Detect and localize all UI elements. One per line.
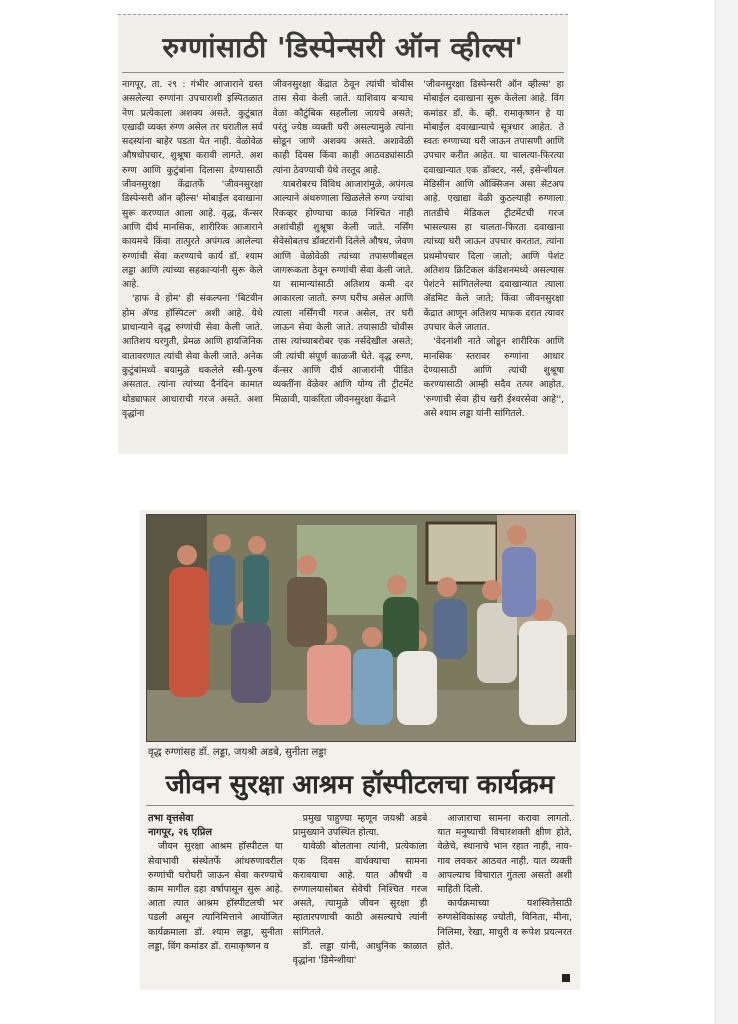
paragraph: प्रमुख पाहुण्या म्हणून जयश्री अडबे प्रामुख्याने उपस्थित होत्या. xyxy=(292,813,428,839)
article-body xyxy=(122,78,564,450)
clipping-cut-line xyxy=(118,14,568,15)
news-clipping-hospital-event xyxy=(140,510,580,990)
page-edge xyxy=(715,0,738,1024)
group-photo xyxy=(146,514,576,742)
group-photo-illustration xyxy=(147,515,575,741)
article-column-3 xyxy=(423,78,564,450)
article-headline: रुग्णांसाठी 'डिस्पेन्सरी ऑन व्हील्स' xyxy=(162,31,524,64)
article-column-2 xyxy=(293,812,428,984)
paragraph: याबरोबरच विविध आजारांमुळे, अपंगत्व आल्याने अंथरुणाला खिळलेले रुग्ण ज्यांचा रिकव्हर होण्याचा काळ निश्चित नाही अशांचीही शुश्रूषा केली जाते. नर्सिंग सेवेसोबतच डॉक्टरांनी दिलेले औषध, जेवण आणि वेळोवेळी त्यांच्या तपासणीबद्दल जागरूकता ठेवून रुग्णांची सेवा केली जाते. या सामान्यांसाठी अतिशय कमी दर आकारला जातो. रुग्ण घरीच असेल आणि त्याला नर्सिंगची गरज असेल, तर घरी जाऊन सेवा केली जाते. तयासाठी चोवीस तास त्यांच्याबरोबर एक नर्सदेखील असते; जी त्यांची संपूर्ण काळजी घेते. वृद्ध रुग्ण, कॅन्सर आणि दीर्घ आजारांनी पीडित व्यक्तींना वेळेवर आणि योग्य ती ट्रीटमेंट मिळावी, याकरिता जीवनसुरक्षा केंद्राने xyxy=(272,179,414,405)
article-column-1 xyxy=(122,78,263,450)
article-column-2 xyxy=(273,78,414,450)
paragraph: जीवन सुरक्षा आश्रम हॉस्पीटल या सेवाभावी संस्थेतर्फे आंथरुणावरील रुग्णांची घरोघरी जाऊन सेवा करण्याचे काम मागील दहा वर्षापासून सुरू आहे. आता त्यात आश्रम हॉस्पीटलची भर पडली असून त्यानिमित्ताने आयोजित कार्यक्रमाला डॉ. श्याम लड्डा, सुनीता लड्डा, विंग कमांडर डॉ. रामाकृष्णन व xyxy=(148,841,283,952)
article-headline: जीवन सुरक्षा आश्रम हॉस्पीटलचा कार्यक्रम xyxy=(165,770,555,800)
photo-caption: वृद्ध रुग्णांसह डॉ. लड्डा, जयश्री अडबे, सुनीता लड्डा xyxy=(148,747,327,758)
article-column-1 xyxy=(148,812,283,984)
headline-rule xyxy=(122,72,564,73)
paragraph: आजाराचा सामना करावा लागतो. यात मनुष्याची विचारशक्ती क्षीण होते, वेळेचे, स्थानाचे भान रहात नाही, नाव-गाव लवकर आठवत नाही. यात व्यक्ती आपल्याच विचारात गुंतला असतो अशी माहिती दिली. xyxy=(437,813,573,896)
paragraph: 'जीवनसुरक्षा डिस्पेन्सरी ऑन व्हील्स' हा मोबाईल दवाखाना सुरू केलेला आहे. विंग कमांडर डॉ. के. व्ही. रामाकृष्णन हे या मोबाईल दवाखान्याचे सूत्रधार आहेत. ते स्वतः रुग्णाच्या घरी जाऊन तपासणी आणि उपचार करीत आहेत. या चालत्या-फिरत्या दवाखान्यात एक डॉक्टर, नर्स, इसेन्शीयल मेडिसीन आणि ऑक्सिजन असा सेटअप आहे. एखाद्या वेळी कुठल्याही रुग्णाला तातडीचे मेडिकल ट्रीटमेंटची गरज भासल्यास हा चालता-फिरता दवाखाना त्यांच्या घरी जाऊन उपचार करतात. त्यांना प्रथमोपचार दिला जातो; आणि पेशंट अतिशय क्रिटिकल कंडिशनमध्ये असल्यास पेशंटने सांगितलेल्या दवाखान्यात त्याला ॲडमिट केले जाते; किंवा जीवनसुरक्षा केंद्रात आणून अतिशय माफक दरात त्यावर उपचार केले जातात. xyxy=(423,79,565,334)
dateline: नागपूर, २६ एप्रिल xyxy=(148,827,212,839)
news-clipping-dispensary xyxy=(118,14,568,454)
paragraph: 'हाफ वे होम' ही संकल्पना 'बिटवीन होम ॲण्ड हॉस्पिटल' अशी आहे. येथे प्राधान्याने वृद्ध रुग्णांची सेवा केली जाते. आतिशय घरगुती, प्रेमळ आणि हायजिनिक वातावरणात त्यांची सेवा केली जाते. अनेक कुटुंबांमध्ये बयामुळे थकलेले स्त्री-पुरुष असतात. त्यांना त्यांच्या दैनंदिन कामात थोड्याफार आधाराची गरज असते. अशा वृद्धांना xyxy=(122,293,263,419)
headline-rule xyxy=(146,805,574,806)
article-body xyxy=(148,812,572,984)
paragraph: कार्यक्रमाच्या यशस्वितेसाठी रुग्णसेविकांसह ज्योती, विनिता, मीना, निलिमा, रेखा, माधुरी व रूपेश प्रयत्नरत होते. xyxy=(437,898,573,952)
article-column-3 xyxy=(437,812,572,984)
paragraph: डॉ. लड्डा यांनी, आधुनिक काळात वृद्धांना 'डिमेन्शीया' xyxy=(292,940,428,967)
paragraph: जीवनसुरक्षा केंद्रात ठेवून त्यांची चोवीस तास सेवा केली जाते. याशिवाय बऱ्याच वेळा कौटुंबिक सहलीला जायचे असते; परंतु ज्येष्ठ व्यक्ती घरी असल्यामुळे त्यांना सोडून जाणे अशक्य असते. अशावेळी काही दिवस किंवा काही आठवड्यांसाठी त्यांना ठेवण्याची येथे तरतूद आहे. xyxy=(272,79,414,176)
byline: तभा वृत्तसेवा xyxy=(148,813,194,824)
paragraph: 'वेदनांशी नाते जोडून शारीरिक आणि मानसिक स्तरावर रुग्णांना आधार देण्यासाठी आणि त्यांची शुश्रूषा करण्यासाठी आम्ही सदैव तत्पर आहोत. 'रुग्णांची सेवा हीच खरी ईश्वरसेवा आहे'', असे श्याम लड्डा यांनी सांगितले. xyxy=(423,336,565,419)
paragraph: नागपूर, ता. २९ : गंभीर आजाराने ग्रस्त असलेल्या रुग्णांना उपचाराशी इस्पितळात नेण प्रत्येकाला अशक्य असते. कुटुंबात एखादी व्यक्त रुग्ण असेल तर घरातील सर्व सदस्यांना बाहेर पडता येत नाही. वेळोवेळ औषधोपचार, शुश्रूषा करावी लागते. अश रुग्ण आणि कुटुंबांना दिलासा देण्यासाठी जीवनसुरक्षा केंद्रातर्फे 'जीवनसुरक्षा डिस्पेन्सरी ऑन व्हील्स' मोबाईल दवाखाना सुरू करण्यात आला आहे. वृद्ध, कॅन्सर आणि दीर्घ मानसिक, शारीरिक आजाराने कायमचे किंवा तात्पुरते अपंगत्व आलेल्या रुग्णांची सेवा करण्याचे कार्य डॉ. श्याम लड्डा आणि त्यांच्या सहकाऱ्यांनी सुरू केले आहे. xyxy=(122,79,263,291)
paragraph: यावेळी बोलताना त्यांनी, प्रत्येकाला एक दिवस वार्धक्याचा सामना करावयाचा आहे. यात औषधी व रुग्णालयासोबत सेवेची निश्चित गरज असते, त्यामुळे जीवन सुरक्षा ही म्हातारपणाची काठी असल्याचे त्यांनी सांगितले. xyxy=(292,841,428,938)
article-end-mark xyxy=(562,974,570,982)
